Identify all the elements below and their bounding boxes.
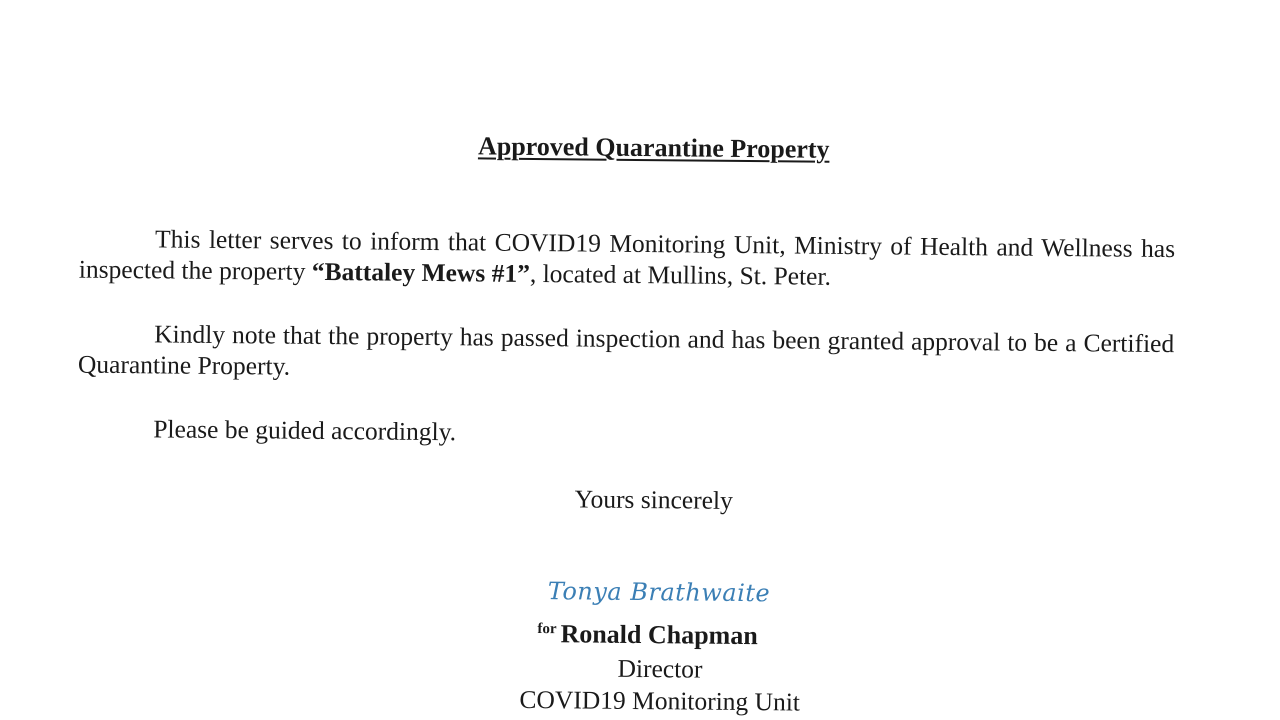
paragraph-1-text-end: , located at Mullins, St. Peter.	[529, 258, 832, 291]
signer-line	[537, 619, 758, 651]
signer-title: Director	[617, 653, 703, 684]
paragraph-approval-notice: Kindly note that the property has passed inspection and has been granted approval to be a Certified Quarantine Property.	[77, 319, 1175, 381]
paragraph-1-text-start: This letter serves to inform that COVID19 Monitoring Unit, Ministry of Health and Wellness has inspected the property	[78, 224, 1176, 286]
signer-prefix: for	[537, 621, 557, 638]
letter-title: Approved Quarantine Property	[477, 131, 830, 164]
signer-unit: COVID19 Monitoring Unit	[519, 684, 801, 717]
handwritten-signature: Tonya Brathwaite	[547, 577, 771, 608]
signer-name: Ronald Chapman	[560, 619, 758, 651]
paragraph-guidance: Please be guided accordingly.	[153, 414, 457, 447]
closing-salutation: Yours sincerely	[574, 484, 733, 515]
paragraph-inspection-notice	[79, 223, 1176, 296]
property-name: “Battaley Mews #1”	[311, 256, 531, 288]
